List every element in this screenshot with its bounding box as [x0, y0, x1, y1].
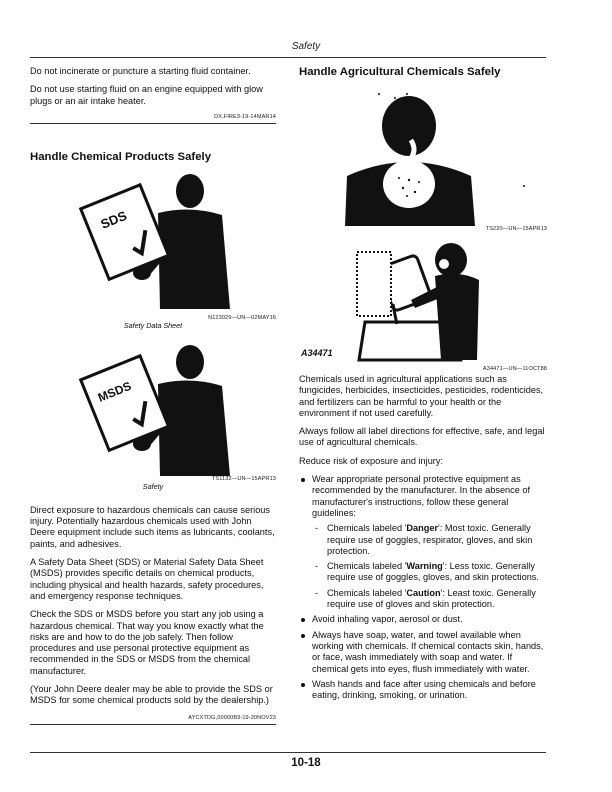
inhalation-figure	[299, 88, 547, 226]
figure-caption: Safety	[142, 481, 164, 491]
header-rule	[30, 57, 546, 58]
section-title: Handle Agricultural Chemicals Safely	[299, 66, 501, 78]
figure-reference: N123029—UN—02MAY16	[208, 314, 276, 321]
page-header: Safety	[291, 41, 321, 52]
sds-figure	[30, 169, 276, 309]
inhalation-illustration	[299, 88, 547, 226]
page-number: 10-18	[291, 757, 321, 769]
section-title: Handle Chemical Products Safely	[30, 150, 212, 163]
body-paragraph: Always follow all label directions for effective, safe, and legal use of agricultural chemicals.	[299, 426, 545, 448]
list-item: Always have soap, water, and towel available when working with chemicals. If chemical contacts skin, hands, or face, wash immediately with soap and water. If chemical gets into eyes, flush immediately with water.	[299, 630, 547, 675]
body-paragraph: Check the SDS or MSDS before you start any job using a hazardous chemical. That way you know exactly what the risks are and how to do the job safely. Then follow procedures and use personal protective equipment as recommended in the SDS or MSDS from the chemical manufacturer.	[30, 609, 264, 676]
respirator-figure	[299, 240, 547, 364]
sds-illustration	[30, 169, 276, 309]
list-item: Wear appropriate personal protective equipment as recommended by the manufacturer. In the absence of manufacturer's instructions, follow these general guidelines: - Chemicals labeled 'Danger': Most toxic. Generally require use of goggles, respirator, gloves, and skin protection. - Chemicals labeled 'Warning': Less toxic. Generally require use of goggles, gloves, and skin protections. - Chemicals labeled 'Caution': Least toxic. Generally require use of gloves and skin protection.	[299, 474, 547, 610]
danger-label: Danger	[406, 523, 439, 534]
warning-label: Warning	[406, 561, 443, 572]
section-rule	[30, 724, 276, 725]
body-paragraph: A Safety Data Sheet (SDS) or Material Safety Data Sheet (MSDS) provides specific details on chemical products, including physical and health hazards, safety procedures, and emergency response techniques.	[30, 557, 264, 601]
body-paragraph: Chemicals used in agricultural applications such as fungicides, herbicides, insecticides, pesticides, rodenticides, and fertilizers can be harmful to your health or the environment if not used carefully.	[299, 374, 544, 418]
section-rule	[30, 123, 276, 124]
agri-body	[299, 374, 547, 701]
starting-fluid-para-1: Do not incinerate or puncture a starting fluid container.	[30, 66, 251, 76]
caution-label: Caution	[406, 587, 441, 598]
sds-label: SDS	[98, 207, 129, 232]
left-column	[30, 66, 276, 725]
footer-rule	[30, 752, 546, 753]
figure-code-label: A34471	[301, 348, 333, 358]
right-column	[299, 66, 547, 705]
figure-reference: A34471—UN—11OCT88	[482, 366, 547, 372]
sublist-item: - Chemicals labeled 'Caution': Least toxic. Generally require use of gloves and skin protection.	[312, 588, 547, 611]
starting-fluid-para-2: Do not use starting fluid on an engine equipped with glow plugs or an air intake heater.	[30, 84, 263, 106]
body-paragraph: Direct exposure to hazardous chemicals can cause serious injury. Potentially hazardous chemicals used with John Deere equipment include such items as lubricants, coolants, paints, and adhesives.	[30, 504, 275, 549]
msds-illustration	[30, 342, 276, 476]
msds-figure	[30, 342, 276, 476]
list-item: Wash hands and face after using chemicals and before eating, drinking, smoking, or urination.	[299, 679, 547, 702]
ppe-sublist	[312, 523, 547, 610]
figure-reference: TS1132—UN—15APR13	[211, 475, 276, 482]
figure-reference: TS220—UN—15APR13	[485, 226, 547, 232]
msds-label: MSDS	[95, 378, 134, 405]
body-paragraph: (Your John Deere dealer may be able to provide the SDS or MSDS for some chemical products sold by the dealership.)	[30, 684, 273, 706]
reference-code: DX,FIRE3-19-14MAR14	[214, 113, 276, 120]
reference-code: AYCXTDG,00000B3-19-20NOV23	[188, 714, 276, 721]
sublist-item: - Chemicals labeled 'Warning': Less toxic. Generally require use of goggles, gloves, and skin protections.	[312, 561, 547, 584]
chemical-products-body	[30, 505, 276, 707]
figure-caption: Safety Data Sheet	[123, 320, 183, 330]
sublist-item: - Chemicals labeled 'Danger': Most toxic. Generally require use of goggles, respirator, gloves, and skin protection.	[312, 523, 547, 557]
exposure-list	[299, 474, 547, 701]
body-paragraph: Reduce risk of exposure and injury:	[299, 455, 444, 466]
respirator-illustration	[299, 240, 547, 364]
list-item: Avoid inhaling vapor, aerosol or dust.	[299, 614, 547, 625]
